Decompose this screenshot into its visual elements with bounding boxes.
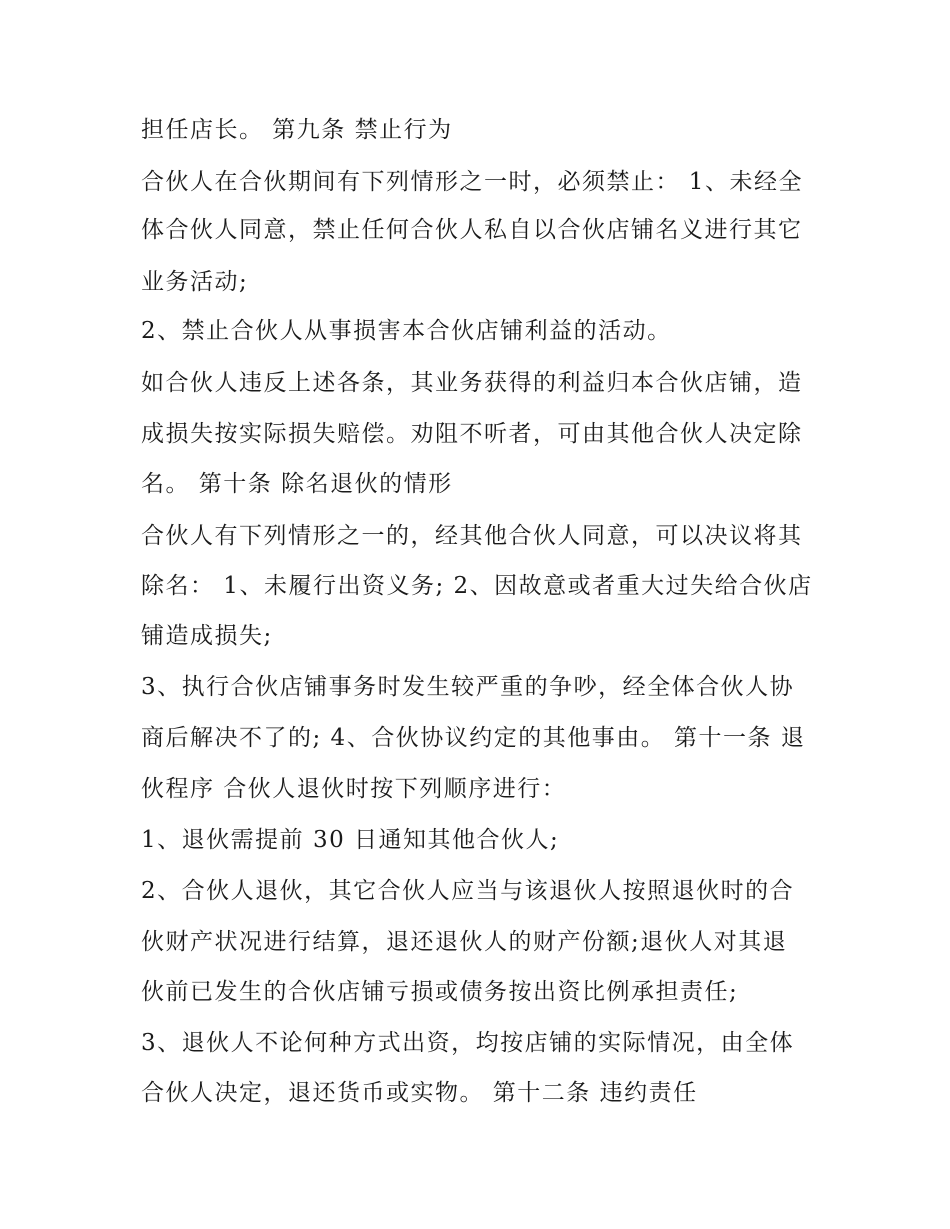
text-line-20: 合伙人决定，退还货币或实物。 第十二条 违约责任	[141, 1080, 698, 1106]
text-line-11: 铺造成损失;	[141, 623, 273, 649]
text-line-19: 3、退伙人不论何种方式出资，均按店铺的实际情况，由全体	[141, 1030, 795, 1056]
text-line-5: 2、禁止合伙人从事损害本合伙店铺利益的活动。	[141, 318, 672, 344]
text-line-18: 伙前已发生的合伙店铺亏损或债务按出资比例承担责任;	[141, 979, 739, 1005]
text-line-13: 商后解决不了的; 4、合伙协议约定的其他事由。 第十一条 退	[141, 725, 806, 751]
text-line-3: 体合伙人同意，禁止任何合伙人私自以合伙店铺名义进行其它	[141, 217, 803, 243]
text-line-17: 伙财产状况进行结算，退还退伙人的财产份额;退伙人对其退	[141, 929, 788, 955]
text-line-1: 担任店长。 第九条 禁止行为	[141, 117, 453, 143]
text-line-9: 合伙人有下列情形之一的，经其他合伙人同意，可以决议将其	[141, 523, 803, 549]
text-line-8: 名。 第十条 除名退伙的情形	[141, 471, 453, 497]
text-line-16: 2、合伙人退伙，其它合伙人应当与该退伙人按照退伙时的合	[141, 878, 795, 904]
text-line-2: 合伙人在合伙期间有下列情形之一时，必须禁止： 1、未经全	[141, 169, 803, 195]
text-line-12: 3、执行合伙店铺事务时发生较严重的争吵，经全体合伙人协	[141, 674, 795, 700]
text-line-14: 伙程序 合伙人退伙时按下列顺序进行：	[141, 776, 567, 802]
text-line-6: 如合伙人违反上述各条，其业务获得的利益归本合伙店铺，造	[141, 370, 803, 396]
text-line-4: 业务活动;	[141, 269, 249, 295]
text-line-10: 除名： 1、未履行出资义务; 2、因故意或者重大过失给合伙店	[141, 573, 813, 599]
text-line-15: 1、退伙需提前 30 日通知其他合伙人;	[141, 827, 560, 853]
text-line-7: 成损失按实际损失赔偿。劝阻不听者，可由其他合伙人决定除	[141, 421, 803, 447]
